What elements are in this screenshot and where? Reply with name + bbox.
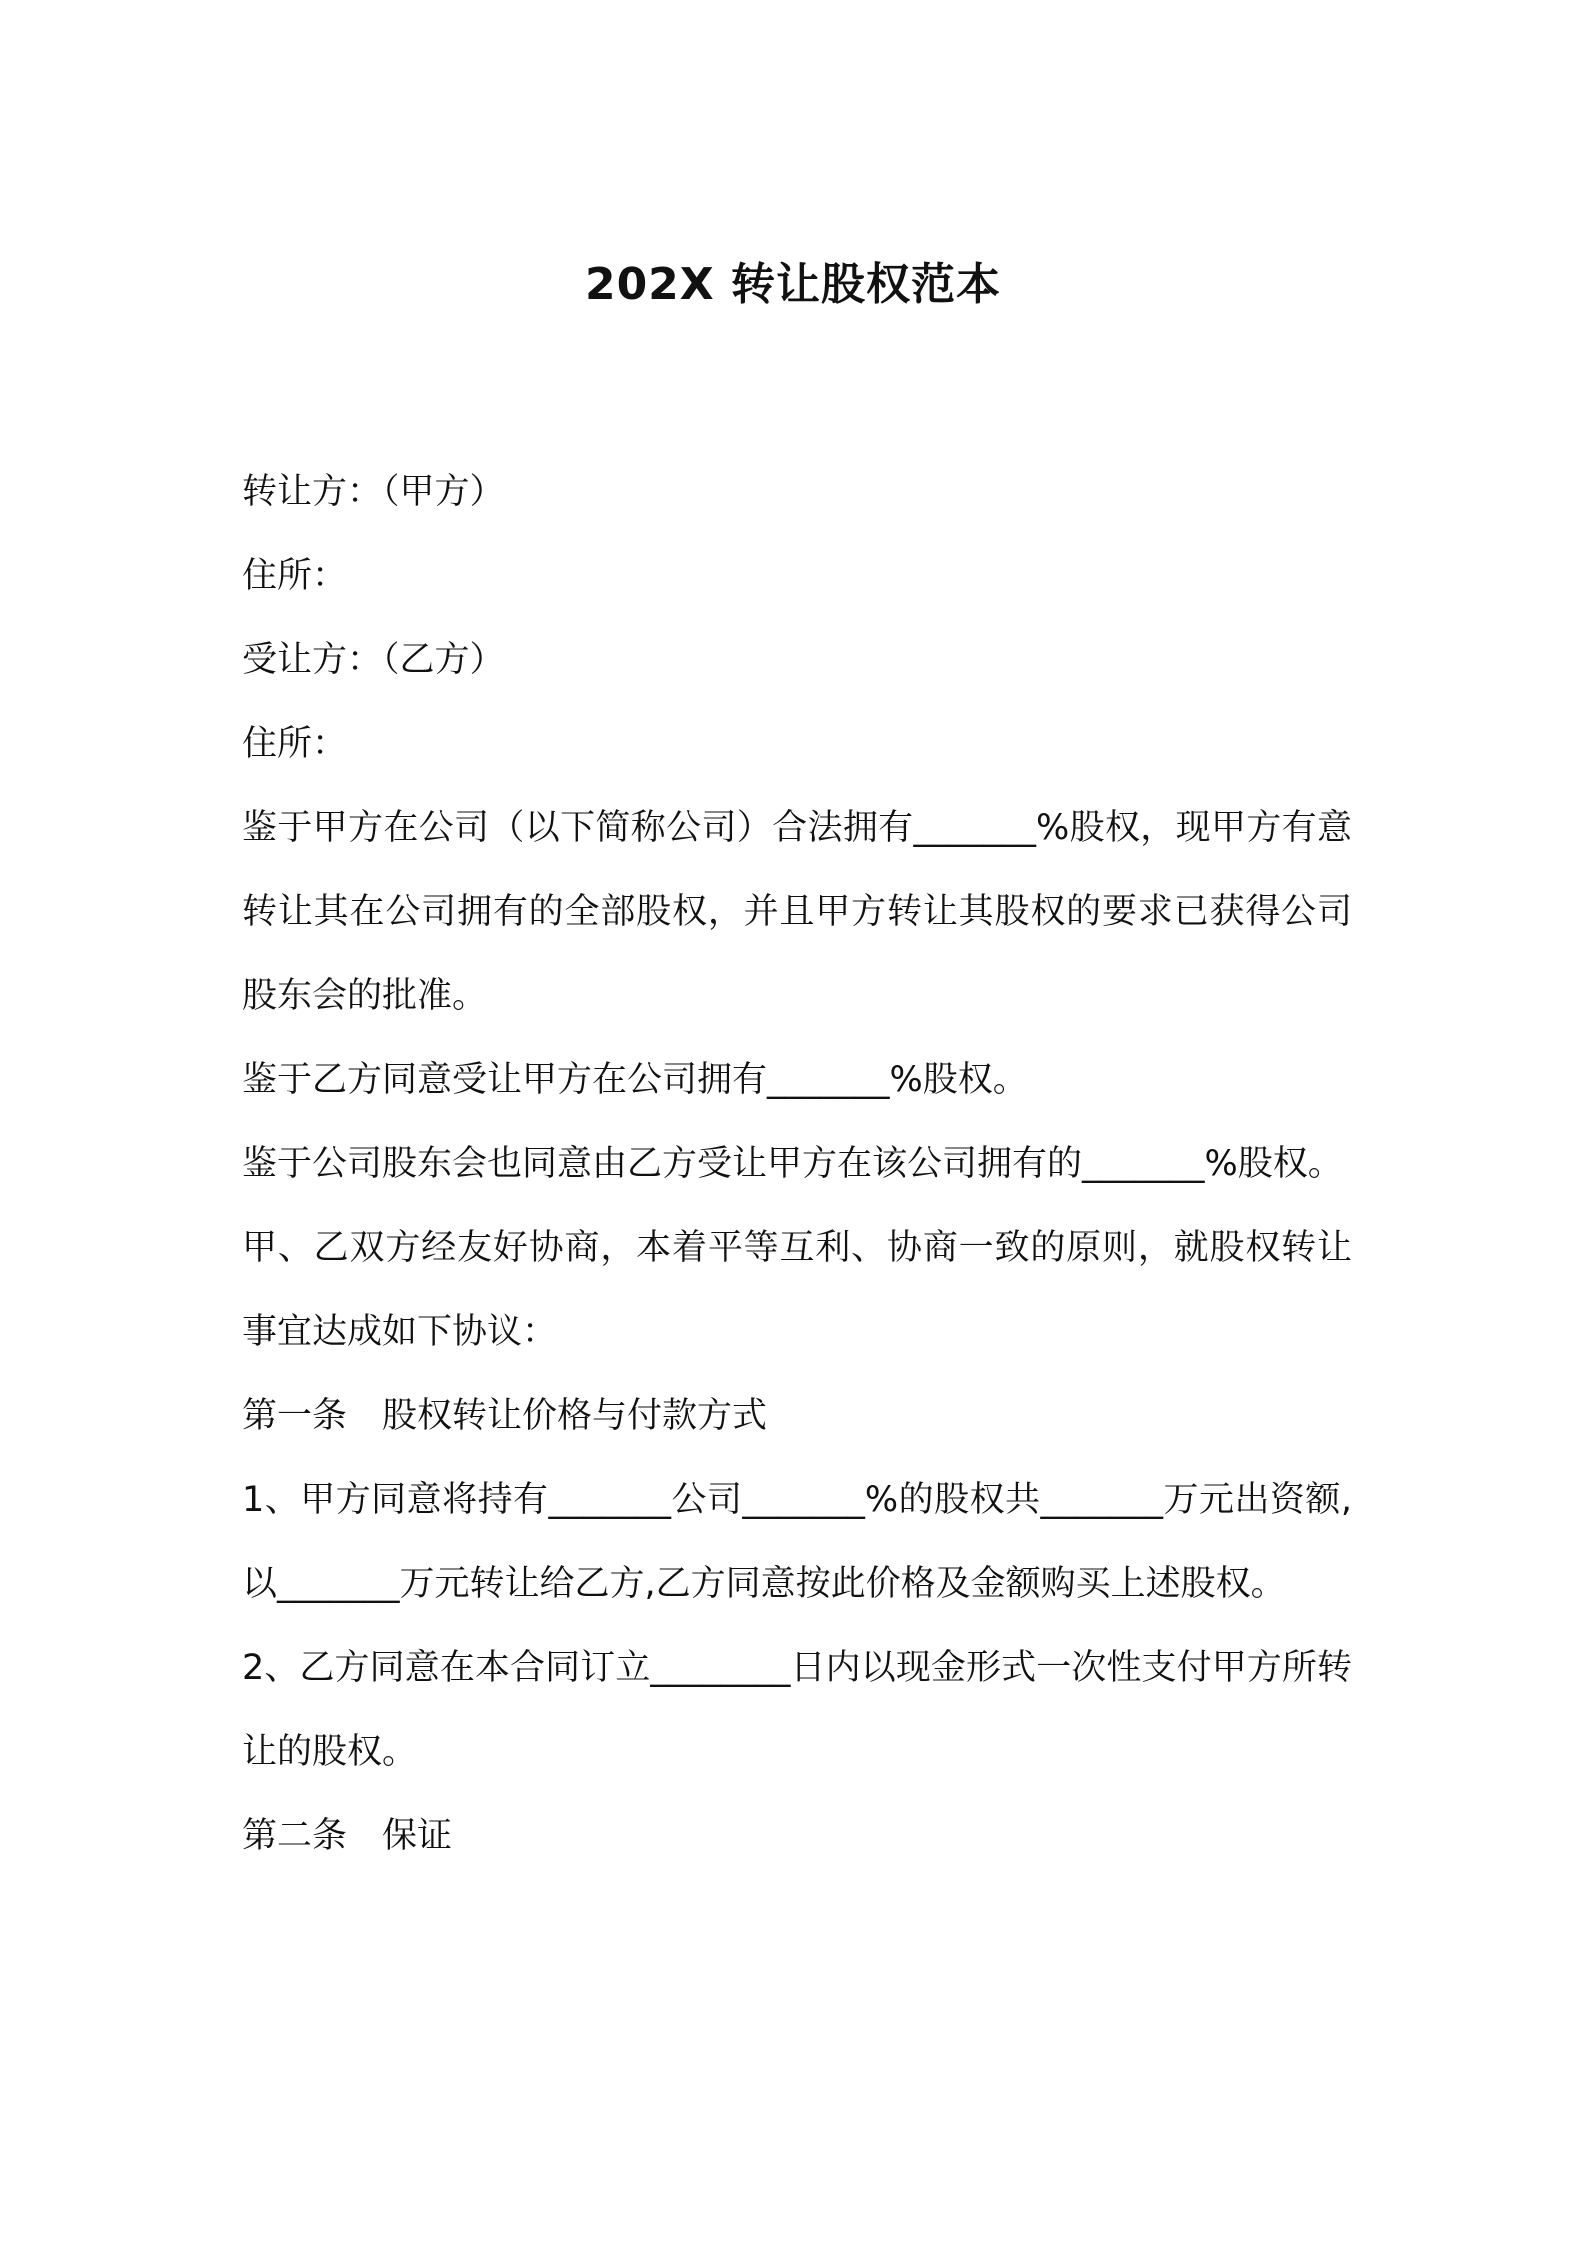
article-1-heading: 第一条 股权转让价格与付款方式 (242, 1396, 768, 1436)
document-title: 202X 转让股权范本 (584, 259, 1002, 310)
transferee-address-line: 住所： (242, 724, 348, 764)
recital-paragraph: 鉴于甲方在公司（以下简称公司）合法拥有_______%股权，现甲方有意转让其在公司拥有的全部股权，并且甲方转让其股权的要求已获得公司股东会的批准。 (242, 808, 1352, 1016)
document-body (242, 450, 1352, 1878)
transferee-line: 受让方：（乙方） (242, 640, 505, 680)
recital-paragraph: 鉴于乙方同意受让甲方在公司拥有_______%股权。 (242, 1060, 1028, 1100)
article-1-clause-2: 2、乙方同意在本合同订立________日内以现金形式一次性支付甲方所转让的股权。 (242, 1648, 1352, 1772)
recital-paragraph: 鉴于公司股东会也同意由乙方受让甲方在该公司拥有的_______%股权。 (242, 1144, 1343, 1184)
article-1-clause-1: 1、甲方同意将持有_______公司_______%的股权共_______万元出资额,以_______万元转让给乙方,乙方同意按此价格及金额购买上述股权。 (242, 1480, 1352, 1604)
article-2-heading: 第二条 保证 (242, 1816, 453, 1856)
recital-paragraph: 甲、乙双方经友好协商，本着平等互利、协商一致的原则，就股权转让事宜达成如下协议： (242, 1228, 1352, 1352)
transferor-line: 转让方：（甲方） (242, 472, 505, 512)
transferor-address-line: 住所： (242, 556, 348, 596)
